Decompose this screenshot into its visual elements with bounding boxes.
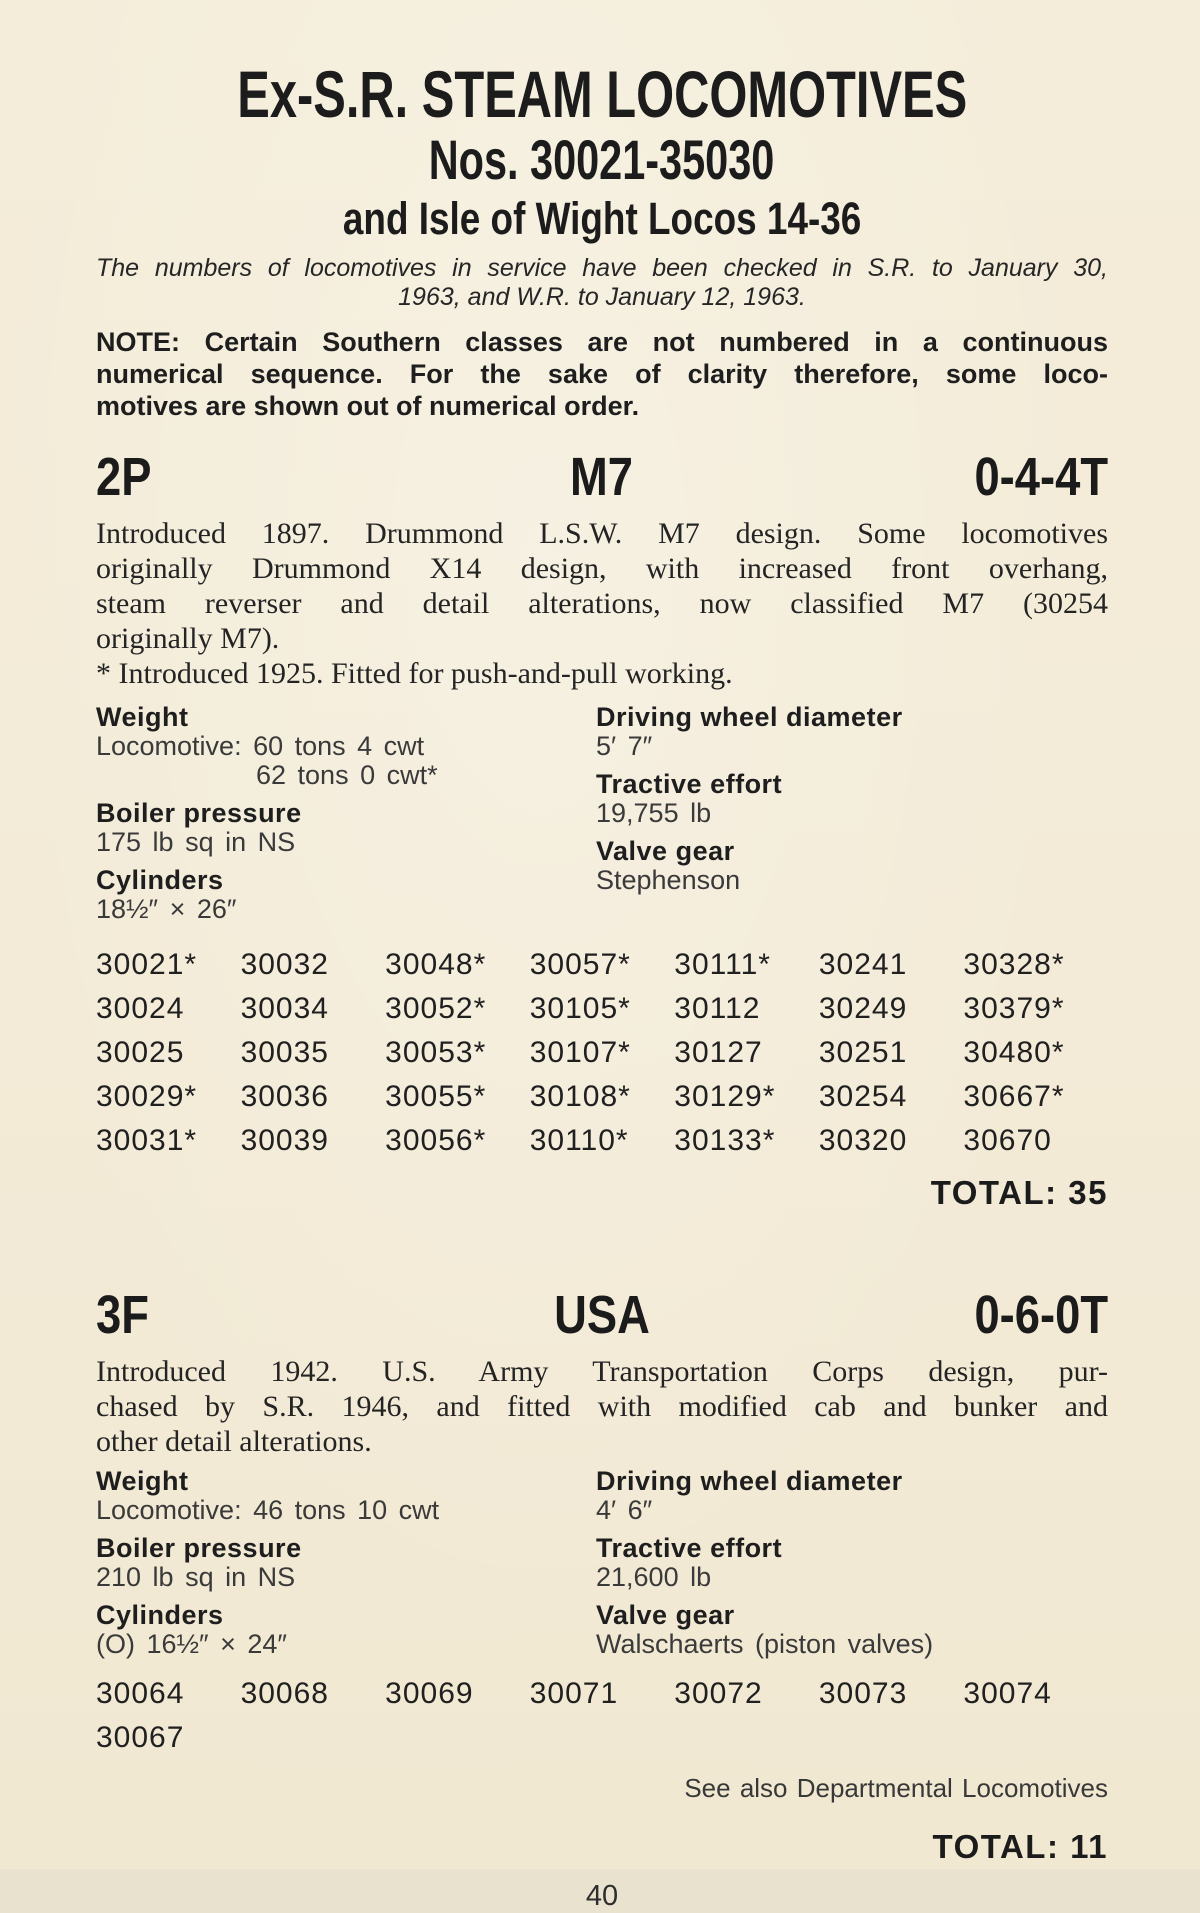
loco-number: 30073 xyxy=(818,1677,908,1710)
main-title xyxy=(96,57,1108,131)
spec-weight xyxy=(96,1467,596,1525)
class-name-usa: USA xyxy=(554,1285,650,1345)
page-header xyxy=(96,0,1108,242)
loco-number: 30053* xyxy=(385,1036,487,1069)
tractive-effort-value: 21,600 lb xyxy=(596,1562,712,1592)
tractive-effort-value: 19,755 lb xyxy=(596,798,712,828)
spec-weight xyxy=(96,703,596,790)
loco-number: 30129* xyxy=(674,1080,776,1113)
note-line: NOTE: Certain Southern classes are not numbered in a continuous xyxy=(96,327,1108,357)
valve-gear-label: Valve gear xyxy=(596,836,735,866)
boiler-pressure-label: Boiler pressure xyxy=(96,1533,302,1563)
tractive-effort-label: Tractive effort xyxy=(596,769,783,799)
spec-valve-gear xyxy=(596,1601,1108,1659)
loco-number: 30068 xyxy=(240,1677,329,1710)
tractive-effort-label: Tractive effort xyxy=(596,1533,783,1563)
loco-number-table-m7 xyxy=(96,949,1108,1156)
description-line: chased by S.R. 1946, and fitted with modified cab and bunker and xyxy=(96,1390,1108,1423)
loco-number: 30048* xyxy=(385,948,487,981)
loco-number: 30667* xyxy=(963,1080,1065,1113)
spec-boiler-pressure xyxy=(96,1534,596,1592)
empty-cell xyxy=(385,1722,530,1753)
description-usa xyxy=(96,1354,1108,1459)
checked-note xyxy=(96,254,1108,312)
subtitle-text: and Isle of Wight Locos 14-36 xyxy=(342,193,862,244)
empty-cell xyxy=(819,1722,964,1753)
empty-cell xyxy=(530,1722,675,1753)
specs-right-column xyxy=(596,1467,1108,1668)
loco-number: 30670 xyxy=(963,1124,1052,1157)
total-m7: TOTAL: 35 xyxy=(930,1174,1108,1211)
valve-gear-value: Walschaerts (piston valves) xyxy=(596,1629,934,1659)
loco-number: 30249 xyxy=(818,992,908,1025)
specs-left-column xyxy=(96,1467,596,1668)
spec-cylinders xyxy=(96,1601,596,1659)
cylinders-label: Cylinders xyxy=(96,865,224,895)
note-line: numerical sequence. For the sake of clarity therefore, some loco- xyxy=(96,359,1108,389)
loco-number: 30021* xyxy=(96,948,198,981)
loco-number: 30241 xyxy=(818,948,908,981)
spec-valve-gear xyxy=(596,837,1108,895)
loco-number: 30251 xyxy=(818,1036,908,1069)
description-line: Introduced 1942. U.S. Army Transportation Corps design, pur- xyxy=(96,1355,1108,1388)
loco-number: 30071 xyxy=(529,1677,619,1710)
weight-label: Weight xyxy=(96,1466,189,1496)
wheel-arrangement-m7: 0-4-4T xyxy=(974,447,1108,507)
power-class-m7: 2P xyxy=(96,447,152,507)
footnote-m7: * Introduced 1925. Fitted for push-and-pull working. xyxy=(96,657,733,690)
power-class-usa: 3F xyxy=(96,1285,149,1345)
loco-number: 30036 xyxy=(240,1080,329,1113)
see-also-note: See also Departmental Locomotives xyxy=(684,1773,1108,1803)
loco-number: 30108* xyxy=(529,1080,631,1113)
driving-wheel-value: 5′ 7″ xyxy=(596,731,653,761)
total-usa: TOTAL: 11 xyxy=(932,1828,1108,1865)
loco-number: 30320 xyxy=(818,1124,908,1157)
cylinders-value: (O) 16½″ × 24″ xyxy=(96,1629,287,1659)
main-title-text: Ex-S.R. STEAM LOCOMOTIVES xyxy=(237,57,967,131)
description-line: other detail alterations. xyxy=(96,1425,372,1458)
driving-wheel-label: Driving wheel diameter xyxy=(596,1466,903,1496)
loco-number: 30254 xyxy=(818,1080,908,1113)
loco-number: 30072 xyxy=(674,1677,763,1710)
driving-wheel-label: Driving wheel diameter xyxy=(596,702,903,732)
description-line: originally M7). xyxy=(96,622,280,655)
loco-number: 30112 xyxy=(674,992,761,1025)
empty-cell xyxy=(674,1722,819,1753)
loco-number: 30069 xyxy=(385,1677,474,1710)
loco-number: 30052* xyxy=(385,992,487,1025)
loco-number: 30111* xyxy=(674,948,771,981)
loco-number: 30074 xyxy=(963,1677,1052,1710)
loco-number: 30107* xyxy=(529,1036,631,1069)
empty-cell xyxy=(963,1722,1108,1753)
section-heading-usa xyxy=(96,1285,1108,1345)
loco-number: 30031* xyxy=(96,1124,198,1157)
loco-number: 30032 xyxy=(240,948,329,981)
boiler-pressure-value: 175 lb sq in NS xyxy=(96,827,296,857)
spec-cylinders xyxy=(96,866,596,924)
spec-driving-wheel xyxy=(596,703,1108,761)
spec-tractive-effort xyxy=(596,1534,1108,1592)
number-range-text: Nos. 30021-35030 xyxy=(429,128,775,191)
loco-number: 30379* xyxy=(963,992,1065,1025)
weight-value: Locomotive: 60 tons 4 cwt xyxy=(96,731,425,761)
weight-value-2: 62 tons 0 cwt* xyxy=(256,760,438,790)
loco-number: 30039 xyxy=(240,1124,329,1157)
loco-number: 30056* xyxy=(385,1124,487,1157)
specs-right-column xyxy=(596,703,1108,933)
cylinders-value: 18½″ × 26″ xyxy=(96,894,237,924)
loco-number-table-usa xyxy=(96,1678,1108,1753)
specs-left-column xyxy=(96,703,596,933)
wheel-arrangement-usa: 0-6-0T xyxy=(974,1285,1108,1345)
class-name-m7: M7 xyxy=(570,447,634,507)
note-line: motives are shown out of numerical order. xyxy=(96,391,640,421)
weight-value: Locomotive: 46 tons 10 cwt xyxy=(96,1495,440,1525)
loco-number: 30035 xyxy=(240,1036,329,1069)
loco-number: 30105* xyxy=(529,992,631,1025)
empty-cell xyxy=(241,1722,386,1753)
loco-number: 30034 xyxy=(240,992,329,1025)
loco-number: 30057* xyxy=(529,948,631,981)
loco-number: 30024 xyxy=(96,992,185,1025)
cylinders-label: Cylinders xyxy=(96,1600,224,1630)
page-number: 40 xyxy=(585,1880,619,1912)
loco-number: 30133* xyxy=(674,1124,776,1157)
description-line: steam reverser and detail alterations, now classified M7 (30254 xyxy=(96,587,1108,620)
page-content xyxy=(96,0,1108,1913)
section-heading-m7 xyxy=(96,447,1108,507)
loco-number: 30480* xyxy=(963,1036,1065,1069)
loco-number: 30064 xyxy=(96,1677,185,1710)
checked-note-line: 1963, and W.R. to January 12, 1963. xyxy=(398,283,806,311)
loco-number: 30067 xyxy=(96,1721,185,1754)
boiler-pressure-label: Boiler pressure xyxy=(96,798,302,828)
boiler-pressure-value: 210 lb sq in NS xyxy=(96,1562,296,1592)
description-line: Introduced 1897. Drummond L.S.W. M7 design. Some locomotives xyxy=(96,517,1108,550)
valve-gear-label: Valve gear xyxy=(596,1600,735,1630)
specs-m7 xyxy=(96,703,1108,933)
spec-boiler-pressure xyxy=(96,799,596,857)
description-m7 xyxy=(96,516,1108,656)
valve-gear-value: Stephenson xyxy=(596,865,741,895)
loco-number: 30029* xyxy=(96,1080,198,1113)
specs-usa xyxy=(96,1467,1108,1668)
weight-label: Weight xyxy=(96,702,189,732)
number-range-title xyxy=(96,128,1108,191)
loco-number: 30110* xyxy=(529,1124,629,1157)
loco-number: 30055* xyxy=(385,1080,487,1113)
loco-number: 30127 xyxy=(674,1036,763,1069)
spec-driving-wheel xyxy=(596,1467,1108,1525)
note-paragraph xyxy=(96,326,1108,422)
loco-number: 30025 xyxy=(96,1036,185,1069)
driving-wheel-value: 4′ 6″ xyxy=(596,1495,653,1525)
checked-note-line: The numbers of locomotives in service have been checked in S.R. to January 30, xyxy=(96,254,1108,282)
subtitle xyxy=(96,193,1108,244)
description-line: originally Drummond X14 design, with increased front overhang, xyxy=(96,552,1108,585)
spec-tractive-effort xyxy=(596,770,1108,828)
loco-number: 30328* xyxy=(963,948,1065,981)
